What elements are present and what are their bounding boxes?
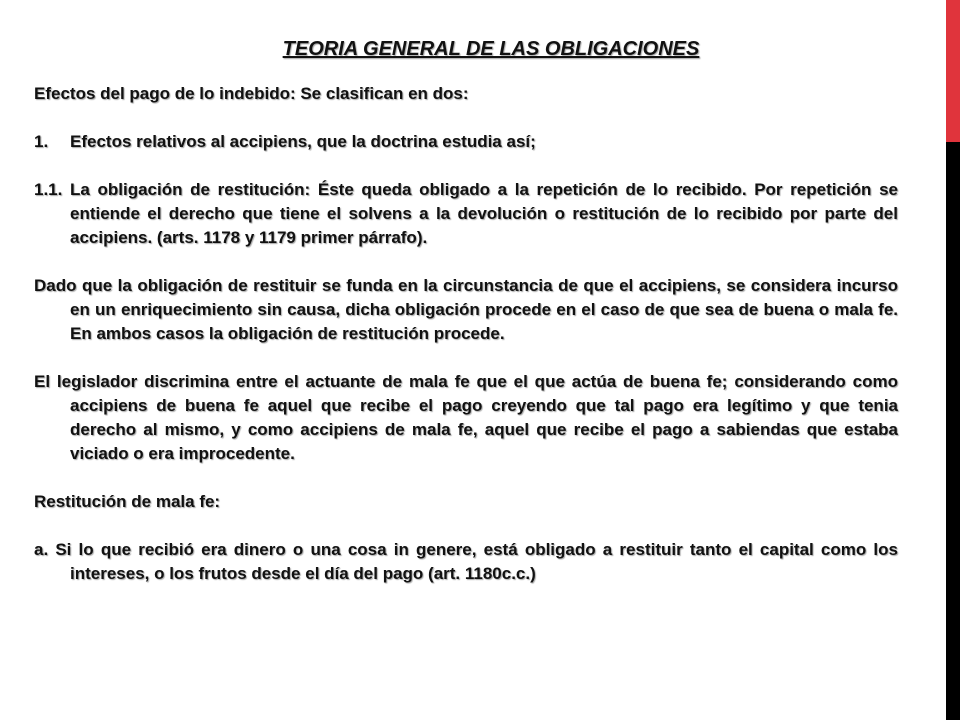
heading-bad-faith: Restitución de mala fe:: [34, 492, 221, 511]
item-text: Efectos relativos al accipiens, que la doctrina estudia así;: [70, 132, 536, 151]
paragraph-good-bad-faith: El legislador discrimina entre el actuante de mala fe que el que actúa de buena fe; considerando como accipiens de buena fe aquel que recibe el pago creyendo que tal pago era legítimo y que tenia derecho al mismo, y como accipiens de mala fe, aquel que recibe el pago a sabiendas que estaba viciado o era improcedente.: [34, 372, 898, 463]
slide-title: TEORIA GENERAL DE LAS OBLIGACIONES: [282, 38, 700, 60]
slide-content: [34, 36, 898, 610]
paragraph-money-restitution: a. Si lo que recibió era dinero o una cosa in genere, está obligado a restituir tanto el capital como los intereses, o los frutos desde el día del pago (art. 1180c.c.): [34, 540, 898, 583]
intro-line: Efectos del pago de lo indebido: Se clasifican en dos:: [34, 84, 469, 103]
paragraph-enrichment: Dado que la obligación de restituir se funda en la circunstancia de que el accipiens, se considera incurso en un enriquecimiento sin causa, dicha obligación procede en el caso de que sea de buena o mala fe. En ambos casos la obligación de restitución procede.: [34, 276, 898, 343]
numbered-item-1: [34, 130, 898, 154]
sidebar-red-accent: [946, 0, 960, 142]
item-number: 1.: [34, 132, 49, 151]
paragraph-restitution: 1.1. La obligación de restitución: Éste queda obligado a la repetición de lo recibido. Por repetición se entiende el derecho que tiene el solvens a la devolución o restitución de lo recibido por parte del accipiens. (arts. 1178 y 1179 primer párrafo).: [34, 180, 898, 247]
